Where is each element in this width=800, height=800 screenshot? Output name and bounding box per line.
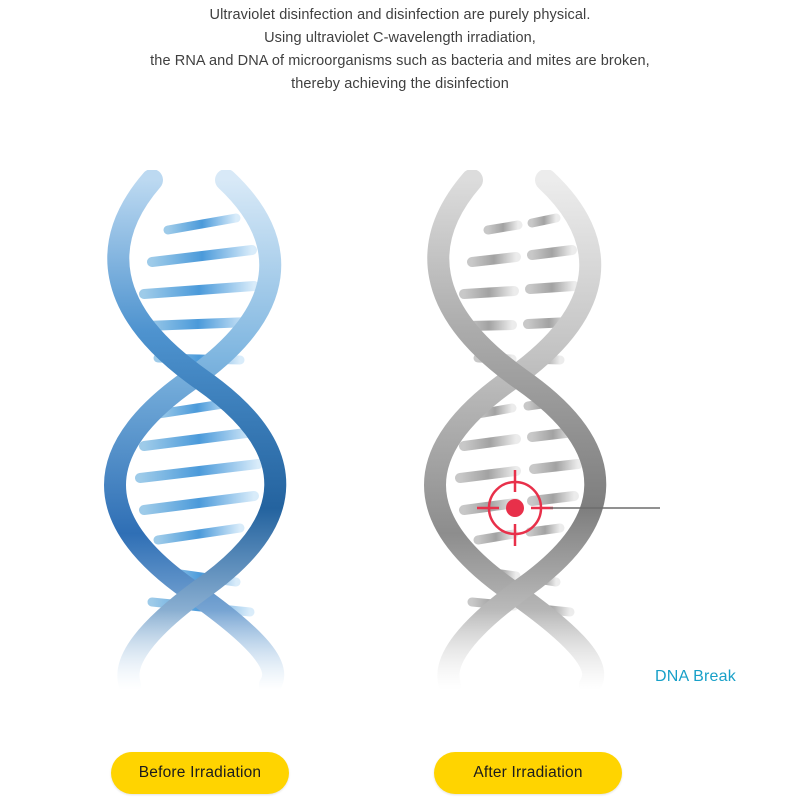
caption-line-1: Ultraviolet disinfection and disinfection are purely physical. <box>209 7 591 23</box>
after-irradiation-button[interactable]: After Irradiation <box>434 752 622 794</box>
damaged-helix-graphic <box>360 170 680 690</box>
damaged-dna-helix <box>360 170 680 690</box>
caption-block <box>0 4 800 96</box>
caption-line-4: thereby achieving the disinfection <box>291 76 509 92</box>
damaged-helix-bottom-fade <box>360 610 680 690</box>
before-irradiation-button[interactable]: Before Irradiation <box>111 752 289 794</box>
dna-break-label: DNA Break <box>655 668 736 685</box>
helix-bottom-fade <box>40 610 360 690</box>
dna-comparison-diagram <box>0 170 800 730</box>
caption-line-2: Using ultraviolet C-wavelength irradiation, <box>264 30 536 46</box>
label-row <box>0 752 800 800</box>
caption-line-3: the RNA and DNA of microorganisms such as bacteria and mites are broken, <box>150 53 650 69</box>
intact-dna-helix <box>40 170 360 690</box>
intact-helix-graphic <box>40 170 360 690</box>
